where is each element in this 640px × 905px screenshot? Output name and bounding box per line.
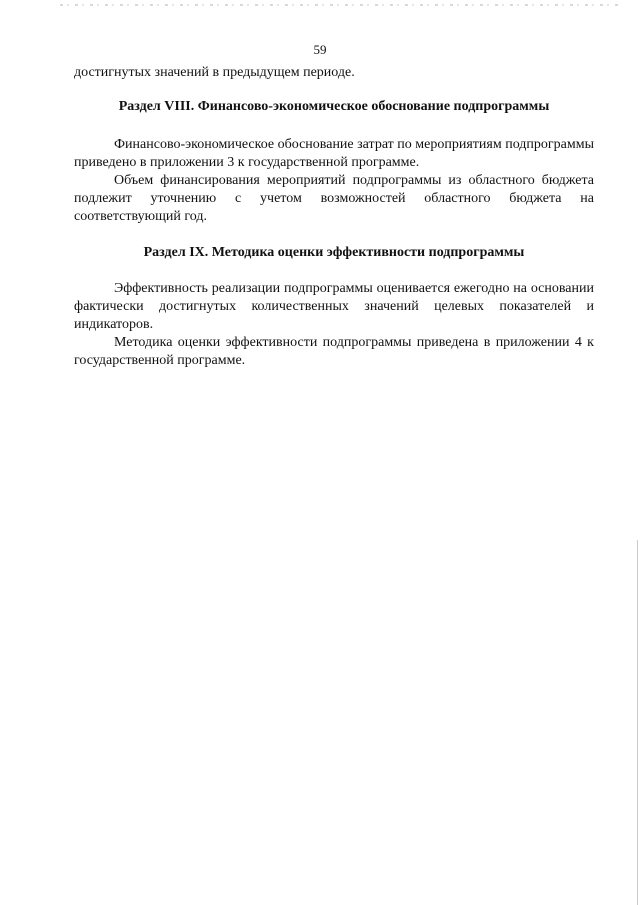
section-8-paragraph: Объем финансирования мероприятий подпрограммы из областного бюджета подлежит уточнению с учетом возможностей областного бюджета на соответствующий год. bbox=[74, 173, 594, 224]
section-9-paragraph: Эффективность реализации подпрограммы оценивается ежегодно на основании фактически достигнутых количественных значений целевых показателей и индикаторов. bbox=[74, 281, 594, 332]
section-9-paragraph: Методика оценки эффективности подпрограммы приведена в приложении 4 к государственной программе. bbox=[74, 335, 594, 368]
continuation-paragraph: достигнутых значений в предыдущем периоде. bbox=[74, 65, 355, 80]
document-body bbox=[74, 64, 594, 370]
section-8-heading: Раздел VIII. Финансово-экономическое обоснование подпрограммы bbox=[118, 99, 550, 114]
section-9-heading: Раздел IX. Методика оценки эффективности подпрограммы bbox=[143, 245, 525, 260]
page-number: 59 bbox=[313, 42, 327, 57]
scan-artifact-top bbox=[60, 4, 620, 6]
section-8-paragraph: Финансово-экономическое обоснование затрат по мероприятиям подпрограммы приведено в приложении 3 к государственной программе. bbox=[74, 137, 594, 170]
scan-artifact-right bbox=[637, 0, 638, 905]
